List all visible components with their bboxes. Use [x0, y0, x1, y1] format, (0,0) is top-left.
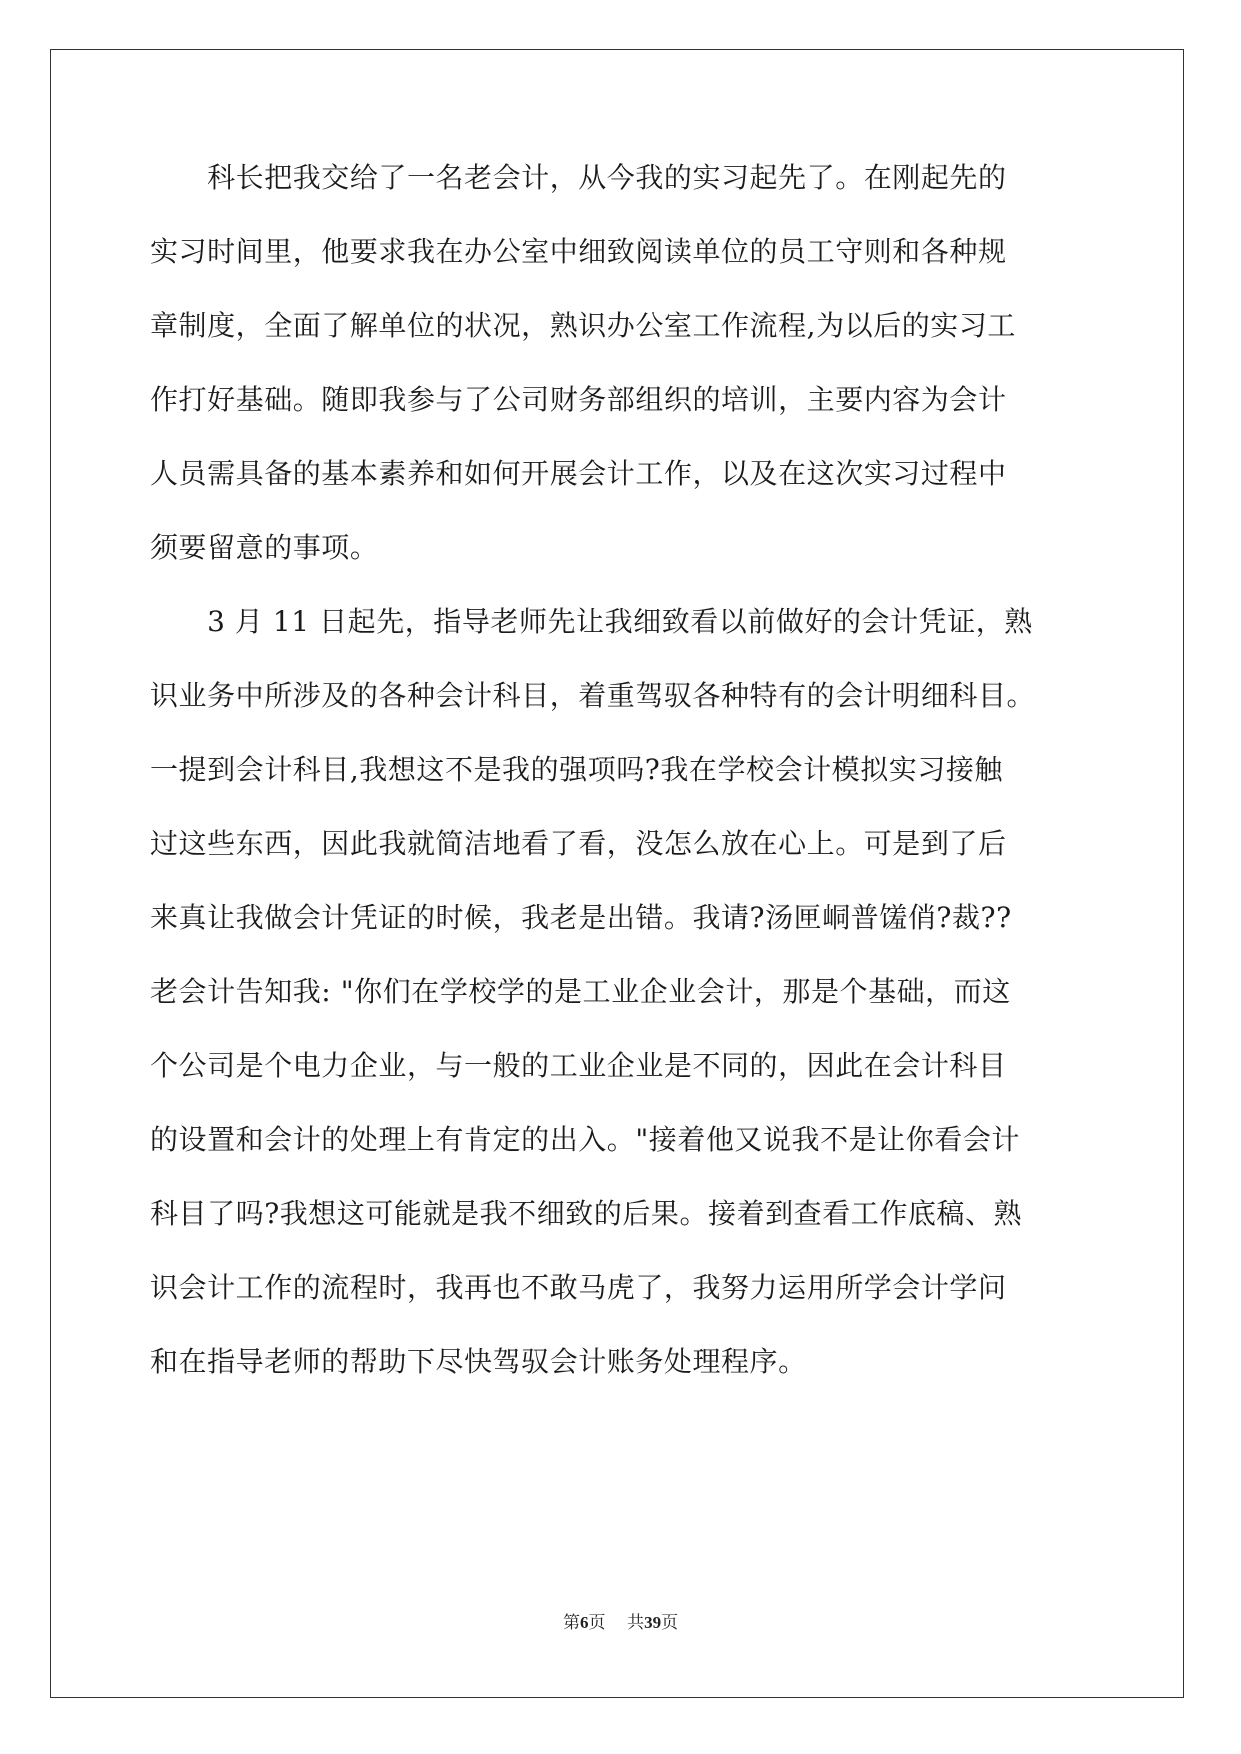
text-line: 须要留意的事项。	[150, 531, 379, 564]
total-suffix: 页	[661, 1613, 679, 1633]
text-line: 的设置和会计的处理上有肯定的出入。"接着他又说我不是让你看会计	[150, 1123, 1020, 1156]
total-prefix: 共	[627, 1613, 645, 1633]
text-line: 识业务中所涉及的各种会计科目，着重驾驭各种特有的会计明细科目。	[150, 679, 1036, 712]
text-line: 一提到会计科目,我想这不是我的强项吗?我在学校会计模拟实习接触	[150, 753, 1003, 786]
text-line: 章制度，全面了解单位的状况，熟识办公室工作流程,为以后的实习工	[150, 309, 1016, 342]
page-suffix: 页	[588, 1613, 606, 1633]
text-line: 过这些东西，因此我就简洁地看了看，没怎么放在心上。可是到了后	[150, 827, 1007, 860]
text-line: 个公司是个电力企业，与一般的工业企业是不同的，因此在会计科目	[150, 1049, 1007, 1082]
text-line: 人员需具备的基本素养和如何开展会计工作，以及在这次实习过程中	[150, 457, 1007, 490]
text-line: 和在指导老师的帮助下尽快驾驭会计账务处理程序。	[150, 1345, 807, 1378]
text-line: 作打好基础。随即我参与了公司财务部组织的培训，主要内容为会计	[150, 383, 1007, 416]
text-line: 识会计工作的流程时，我再也不敢马虎了，我努力运用所学会计学问	[150, 1271, 1007, 1304]
text-line: 来真让我做会计凭证的时候，我老是出错。我请?汤匣峒普馐俏?裁??	[150, 901, 1012, 934]
text-line: 老会计告知我: "你们在学校学的是工业企业会计，那是个基础，而这	[150, 975, 1011, 1008]
total-pages: 39	[644, 1613, 662, 1632]
text-line: 实习时间里，他要求我在办公室中细致阅读单位的员工守则和各种规	[150, 235, 1007, 268]
text-line: 科长把我交给了一名老会计，从今我的实习起先了。在刚起先的	[150, 161, 1007, 194]
text-line: 3 月 11 日起先，指导老师先让我细致看以前做好的会计凭证，熟	[150, 605, 1033, 638]
text-line: 科目了吗?我想这可能就是我不细致的后果。接着到查看工作底稿、熟	[150, 1197, 1023, 1230]
footer-prefix: 第	[562, 1613, 580, 1633]
page-number: 6	[579, 1613, 589, 1632]
page-footer	[0, 1611, 1241, 1635]
page-border	[50, 49, 1184, 1698]
